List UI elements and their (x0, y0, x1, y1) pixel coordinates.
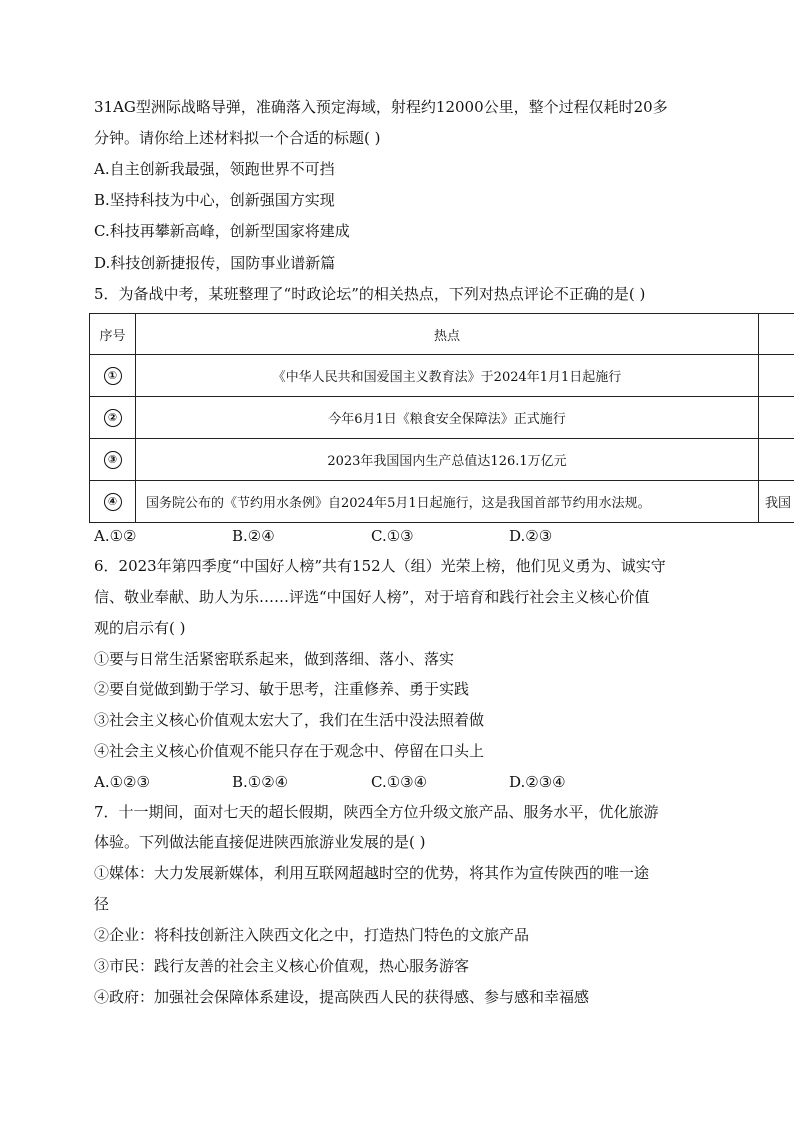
row-number: ③ (104, 451, 122, 469)
row-extra (759, 439, 794, 481)
q4-option-a: A.自主创新我最强，领跑世界不可挡 (94, 160, 335, 178)
row-hot-text: 《中华人民共和国爱国主义教育法》于2024年1月1日起施行 (136, 355, 759, 397)
row-extra (759, 397, 794, 439)
q6-option-d: D.②③④ (509, 773, 566, 791)
row-hot-text: 2023年我国国内生产总值达126.1万亿元 (136, 439, 759, 481)
table-row (90, 481, 794, 523)
q4-option-c: C.科技再攀新高峰，创新型国家将建成 (94, 222, 350, 240)
q7-stem-line-2: 体验。下列做法能直接促进陕西旅游业发展的是( ) (94, 833, 426, 851)
q7-item-1-cont: 径 (94, 895, 110, 913)
table-row (90, 439, 794, 481)
q6-stem-line-1: 6．2023年第四季度“中国好人榜”共有152人（组）光荣上榜，他们见义勇为、诚实守 (94, 557, 666, 575)
q4-option-b: B.坚持科技为中心，创新强国方实现 (94, 191, 335, 209)
table-header-row (90, 314, 794, 355)
q7-stem-line-1: 7．十一期间，面对七天的超长假期，陕西全方位升级文旅产品、服务水平，优化旅游 (94, 803, 659, 821)
q7-item-1: ①媒体：大力发展新媒体，利用互联网超越时空的优势，将其作为宣传陕西的唯一途 (94, 864, 650, 882)
q6-stem-line-2: 信、敬业奉献、助人为乐……评选“中国好人榜”，对于培育和践行社会主义核心价值 (94, 588, 650, 606)
row-extra (759, 355, 794, 397)
q6-stem-line-3: 观的启示有( ) (94, 619, 186, 637)
row-extra: 我国 (759, 481, 794, 523)
row-number: ① (104, 367, 122, 385)
q7-item-2: ②企业：将科技创新注入陕西文化之中，打造热门特色的文旅产品 (94, 926, 530, 944)
q4-option-d: D.科技创新捷报传，国防事业谱新篇 (94, 254, 336, 272)
row-hot-text: 国务院公布的《节约用水条例》自2024年5月1日起施行，这是我国首部节约用水法规。 (136, 481, 759, 523)
q4-stem-line-1: 31AG型洲际战略导弹，准确落入预定海域，射程约12000公里，整个过程仅耗时20多 (94, 98, 668, 116)
q6-option-b: B.①②④ (232, 773, 289, 791)
q6-item-2: ②要自觉做到勤于学习、敏于思考，注重修养、勇于实践 (94, 680, 470, 698)
q7-item-3: ③市民：践行友善的社会主义核心价值观，热心服务游客 (94, 957, 470, 975)
q4-stem-line-2: 分钟。请你给上述材料拟一个合适的标题( ) (94, 129, 381, 147)
q6-option-a: A.①②③ (94, 773, 150, 791)
q7-item-4: ④政府：加强社会保障体系建设，提高陕西人民的获得感、参与感和幸福感 (94, 988, 590, 1006)
hot-topics-table (89, 313, 794, 523)
q5-option-b: B.②④ (232, 527, 275, 545)
q5-option-c: C.①③ (371, 527, 414, 545)
q5-stem: 5．为备战中考，某班整理了“时政论坛”的相关热点，下列对热点评论不正确的是( ) (94, 285, 646, 303)
table-row (90, 397, 794, 439)
q6-option-c: C.①③④ (371, 773, 428, 791)
q5-option-d: D.②③ (509, 527, 553, 545)
col-header-extra (759, 314, 794, 355)
col-header-number: 序号 (90, 314, 136, 355)
table-row (90, 355, 794, 397)
col-header-hot: 热点 (136, 314, 759, 355)
row-hot-text: 今年6月1日《粮食安全保障法》正式施行 (136, 397, 759, 439)
q5-option-a: A.①② (94, 527, 137, 545)
row-number: ④ (104, 493, 122, 511)
q6-item-3: ③社会主义核心价值观太宏大了，我们在生活中没法照着做 (94, 711, 485, 729)
q6-item-1: ①要与日常生活紧密联系起来，做到落细、落小、落实 (94, 650, 455, 668)
q6-item-4: ④社会主义核心价值观不能只存在于观念中、停留在口头上 (94, 742, 485, 760)
row-number: ② (104, 409, 122, 427)
